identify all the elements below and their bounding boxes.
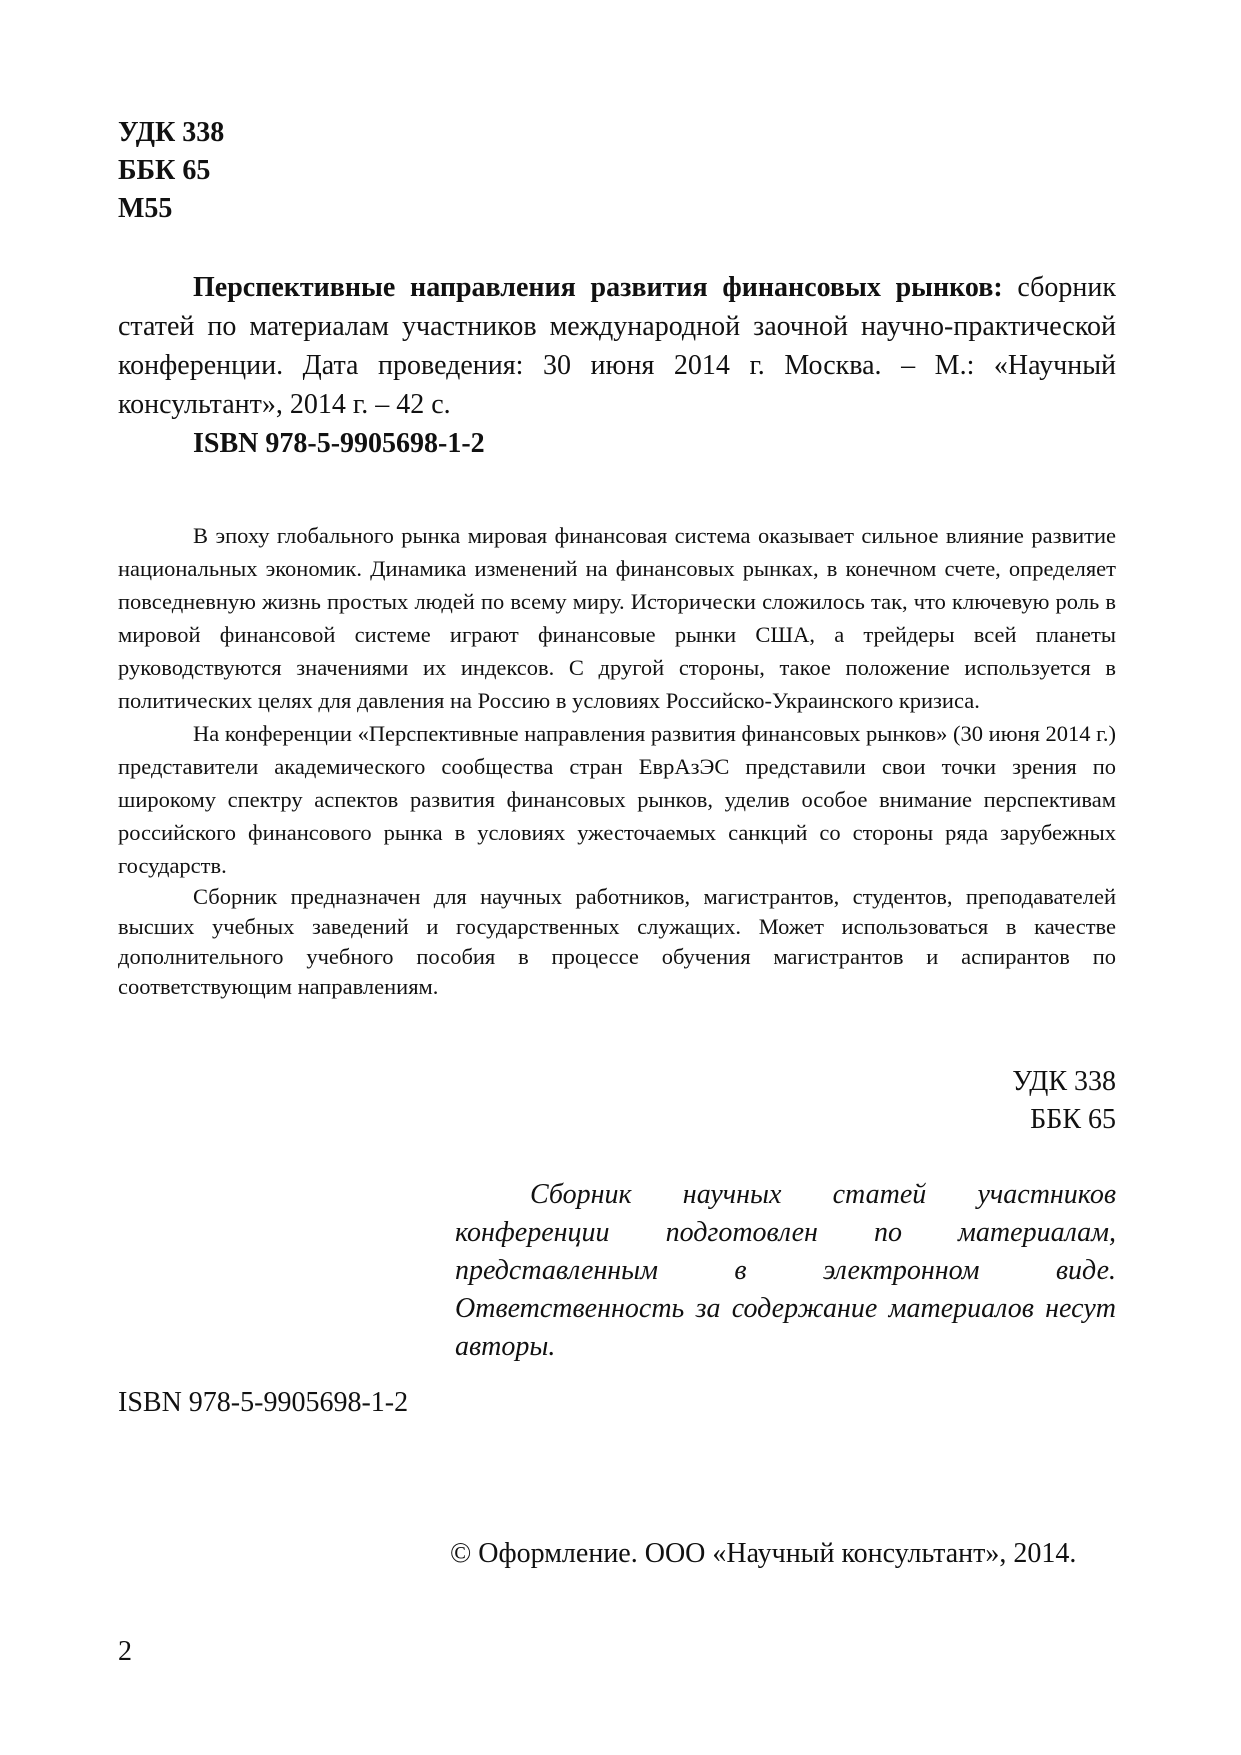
isbn-plain: ISBN 978-5-9905698-1-2 [118,1387,409,1418]
author-mark: М55 [118,193,173,224]
biblio-paragraph [118,268,1116,424]
book-title: Перспективные направления развития финансовых рынков: [193,272,1003,303]
bibliographic-description [118,268,1116,463]
copyright-line: © Оформление. ООО «Научный консультант», 2014. [450,1538,1077,1569]
bbk-code: ББК 65 [118,155,211,186]
abstract-paragraph-3: Сборник предназначен для научных работников, магистрантов, студентов, преподавателей высших учебных заведений и государственных служащих. Может использоваться в качестве дополнительного учебного пособия в процессе обучения магистрантов и аспирантов по соответствующим направлениям. [118,884,1116,999]
classification-codes [118,114,224,228]
udk-code-right: УДК 338 [1012,1066,1116,1097]
note-text: Сборник научных статей участников конференции подготовлен по материалам, представленным в электронном виде. Ответственность за содержание материалов несут авторы. [455,1179,1116,1362]
abstract [118,519,1116,1002]
udk-code: УДК 338 [118,117,225,148]
page-number: 2 [118,1636,132,1667]
abstract-paragraph-2: На конференции «Перспективные направления развития финансовых рынков» (30 июня 2014 г.) представители академического сообщества стран ЕврАзЭС представили свои точки зрения по широкому спектру аспектов развития финансовых рынков, уделив особое внимание перспективам российского финансового рынка в условиях ужесточаемых санкций со стороны ряда зарубежных государств. [118,721,1116,878]
book-description: сборник статей по материалам участников международной заочной научно-практической конференции. Дата проведения: 30 июня 2014 г. Москва. – М.: «Научный консультант», 2014 г. – 42 с. [118,272,1117,420]
isbn-bold: ISBN 978-5-9905698-1-2 [193,428,485,459]
bbk-code-right: ББК 65 [1030,1104,1116,1135]
abstract-paragraph-1: В эпоху глобального рынка мировая финансовая система оказывает сильное влияние развитие национальных экономик. Динамика изменений на финансовых рынках, в конечном счете, определяет повседневную жизнь простых людей по всему миру. Исторически сложилось так, что ключевую роль в мировой финансовой системе играют финансовые рынки США, а трейдеры всей планеты руководствуются значениями их индексов. С другой стороны, такое положение используется в политических целях для давления на Россию в условиях Российско-Украинского кризиса. [118,523,1116,713]
classification-codes-right [1012,1063,1116,1139]
responsibility-note [455,1176,1116,1366]
